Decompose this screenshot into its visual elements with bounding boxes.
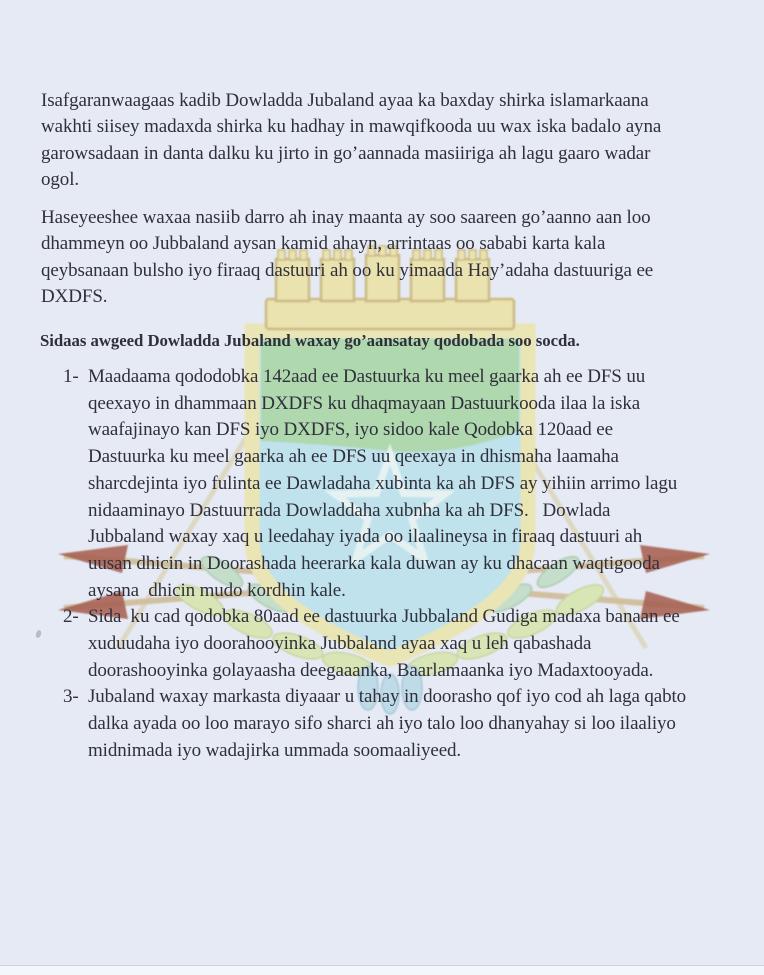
text-line: Dastuurka ku meel gaarka ah ee DFS uu qeexaya in dhismaha laamaha [88, 446, 619, 468]
paragraph-2 [41, 205, 653, 310]
text-line: dhammeyn oo Jubbaland aysan kamid ahayn, arrintaas oo sababi karta kala [41, 233, 606, 255]
scan-speck [35, 629, 42, 638]
text-line: midnimada iyo wadajirka ummada soomaaliyeed. [88, 739, 462, 761]
list-marker: 3- [63, 686, 79, 708]
text-line: uusan dhicin in Doorashada heerarka kala duwan ay ku dhacaan waqtigooda [88, 552, 660, 574]
paper-bottom-edge [0, 965, 764, 975]
text-line: 3- Jubaland waxay markasta diyaaar u tahay in doorasho qof iyo cod ah laga qabto [63, 684, 686, 711]
text-line: Isafgaranwaagaas kadib Dowladda Jubaland ayaa ka baxday shirka islamarkaana [41, 90, 649, 111]
text-line: aysana dhicin mudo kordhin kale. [88, 579, 346, 601]
text-line: ogol. [41, 168, 80, 190]
list-item [63, 364, 686, 604]
text-line: xuduudaha iyo doorahooyinka Jubbaland ayaa xaq u leh qabashada [88, 633, 592, 655]
section-heading: Sidaas awgeed Dowladda Jubaland waxay go’aansatay qodobada soo socda. [40, 331, 580, 350]
paragraph-1 [41, 88, 661, 193]
text-line: waafajinayo kan DFS iyo DXDFS, iyo sidoo kale Qodobka 120aad ee [88, 419, 613, 441]
list-marker: 2- [63, 606, 79, 628]
text-line: Jubbaland waxay xaq u leedahay iyada oo ilaalineysa in firaaq dastuuri ah [88, 526, 643, 548]
text-line: qeexayo in dhammaan DXDFS ku dhaqmayaan Dastuurkooda ilaa la iska [88, 392, 641, 414]
list-item [63, 604, 686, 684]
text-line: Haseyeeshee waxaa nasiib darro ah inay maanta ay soo saareen go’aanno aan loo [41, 207, 651, 228]
list-marker: 1- [63, 366, 79, 387]
text-line: qeybsanaan bulsho iyo firaaq dastuuri ah oo ku yimaada Hay’adaha dastuuriga ee [41, 259, 654, 281]
text-line: 1- Maadaama qododobka 142aad ee Dastuurka ku meel gaarka ah ee DFS uu [63, 364, 686, 391]
text-line: dalka ayada oo loo marayo sifo sharci ah iyo talo loo dhanyahay si loo ilaaliyo [88, 713, 676, 735]
text-line: DXDFS. [41, 285, 108, 307]
list-item [63, 684, 686, 764]
numbered-list [63, 364, 686, 765]
text-line: 2- Sida ku cad qodobka 80aad ee dastuurka Jubbaland Gudiga madaxa banaan ee [63, 604, 686, 631]
text-line: sharcdejinta iyo fulinta ee Dawladaha xubinta ka ah DFS ay yihiin arrimo lagu [88, 472, 678, 494]
text-line: wakhti siisey madaxda shirka ku hadhay in mawqifkooda uu wax iska badalo ayna [41, 116, 662, 138]
text-line: doorashooyinka golayaasha deegaaanka, Baarlamaanka iyo Madaxtooyada. [88, 659, 654, 681]
text-line: nidaaminayo Dastuurrada Dowladdaha xubnha ka ah DFS. Dowlada [88, 499, 611, 521]
text-line: garowsadaan in danta dalku ku jirto in go’aannada masiiriga ah lagu gaaro wadar [41, 142, 651, 164]
